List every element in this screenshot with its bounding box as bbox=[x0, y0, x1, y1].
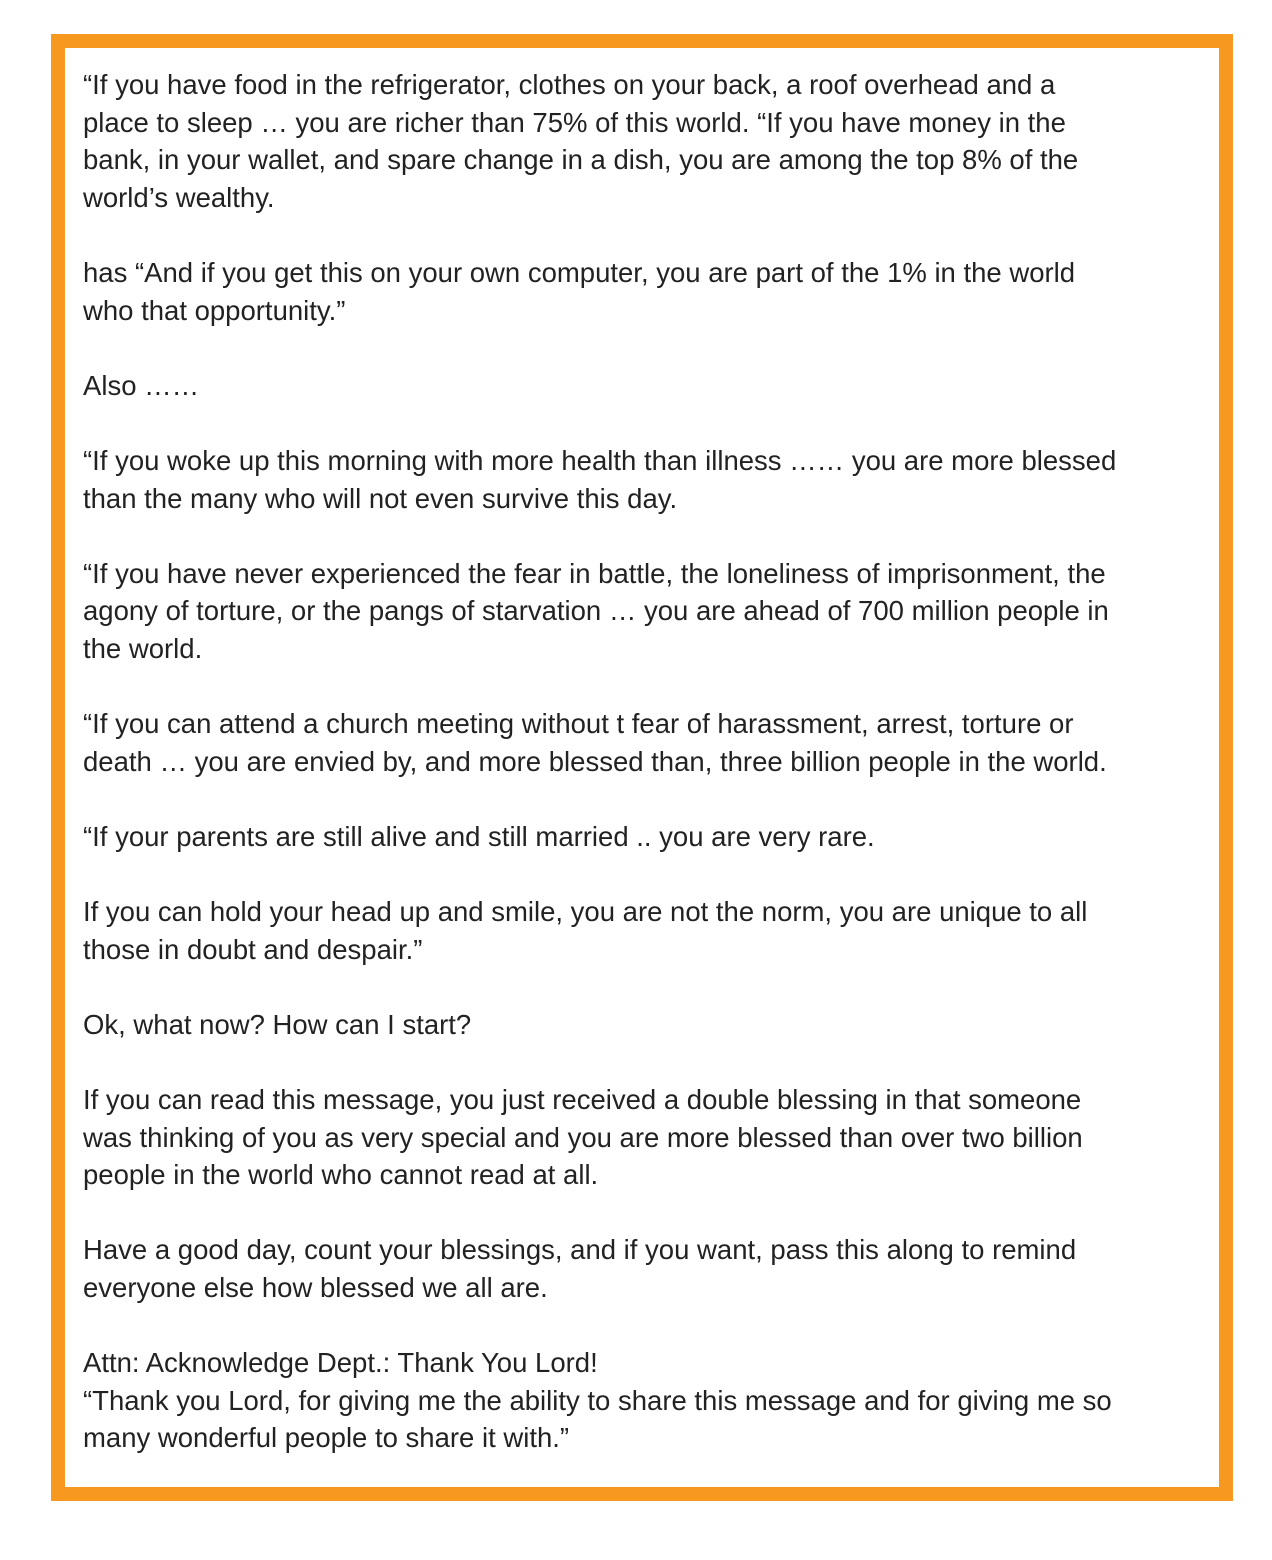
text-line: agony of torture, or the pangs of starvation … you are ahead of 700 million people in bbox=[83, 595, 1109, 627]
text-line: bank, in your wallet, and spare change in a dish, you are among the top 8% of the bbox=[83, 144, 1079, 176]
paragraph-computer bbox=[83, 254, 1205, 329]
message-body bbox=[83, 66, 1205, 1457]
paragraph-smile bbox=[83, 893, 1205, 968]
text-line: If you can hold your head up and smile, you are not the norm, you are unique to all bbox=[83, 896, 1088, 928]
text-line: everyone else how blessed we all are. bbox=[83, 1272, 548, 1303]
text-line: Also …… bbox=[83, 369, 200, 401]
paragraph-church bbox=[83, 705, 1205, 780]
paragraph-health bbox=[83, 442, 1205, 517]
text-line: those in doubt and despair.” bbox=[83, 933, 423, 965]
text-line: many wonderful people to share it with.” bbox=[83, 1422, 570, 1454]
text-line: death … you are envied by, and more blessed than, three billion people in the world. bbox=[83, 745, 1107, 777]
text-line: “If you can attend a church meeting without t fear of harassment, arrest, torture or bbox=[83, 708, 1074, 740]
text-line: Have a good day, count your blessings, and if you want, pass this along to remind bbox=[83, 1234, 1077, 1266]
paragraph-battle bbox=[83, 555, 1205, 668]
text-line: Ok, what now? How can I start? bbox=[83, 1008, 472, 1040]
text-line: who that opportunity.” bbox=[83, 294, 346, 326]
text-line: world’s wealthy. bbox=[83, 181, 275, 213]
paragraph-wealth bbox=[83, 66, 1205, 216]
message-frame bbox=[51, 34, 1233, 1501]
paragraph-what-now bbox=[83, 1006, 1205, 1044]
text-line: If you can read this message, you just received a double blessing in that someone bbox=[83, 1084, 1082, 1116]
text-line: the world. bbox=[83, 632, 203, 664]
text-line: than the many who will not even survive this day. bbox=[83, 482, 678, 514]
paragraph-thank-you bbox=[83, 1344, 1205, 1457]
paragraph-also bbox=[83, 367, 1205, 405]
text-line: has “And if you get this on your own computer, you are part of the 1% in the world bbox=[83, 256, 1076, 288]
text-line: was thinking of you as very special and you are more blessed than over two billion bbox=[83, 1121, 1083, 1153]
text-line: Attn: Acknowledge Dept.: Thank You Lord! bbox=[83, 1347, 598, 1379]
paragraph-read-message bbox=[83, 1081, 1205, 1194]
text-line: “If you have never experienced the fear in battle, the loneliness of imprisonment, the bbox=[83, 557, 1106, 589]
paragraph-parents bbox=[83, 818, 1205, 856]
text-line: “If your parents are still alive and still married .. you are very rare. bbox=[83, 820, 875, 852]
paragraph-good-day bbox=[83, 1231, 1205, 1306]
text-line: “If you have food in the refrigerator, clothes on your back, a roof overhead and a bbox=[83, 69, 1056, 100]
text-line: place to sleep … you are richer than 75% of this world. “If you have money in the bbox=[83, 106, 1066, 138]
text-line: “Thank you Lord, for giving me the ability to share this message and for giving me so bbox=[83, 1384, 1112, 1416]
text-line: people in the world who cannot read at all. bbox=[83, 1159, 599, 1191]
text-line: “If you woke up this morning with more health than illness …… you are more blessed bbox=[83, 444, 1117, 476]
